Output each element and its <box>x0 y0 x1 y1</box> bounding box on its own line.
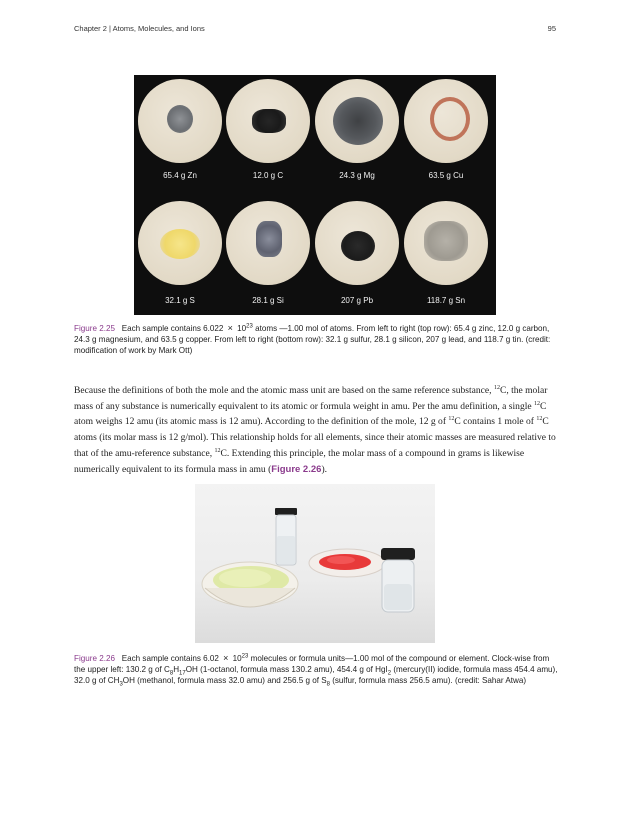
times-sign: × <box>223 653 229 663</box>
para-text: ). <box>321 463 328 475</box>
isotope-symbol: C <box>542 416 549 428</box>
label-sn: 118.7 g Sn <box>426 296 466 305</box>
caption-text: H <box>173 665 180 674</box>
sample-disc-si <box>226 201 310 285</box>
lead-shot <box>341 231 375 261</box>
samples-illustration <box>195 484 435 643</box>
isotope-symbol: C <box>499 385 507 396</box>
subscript: 3 <box>119 681 123 688</box>
caption-text: Each sample contains 6.02 <box>121 654 219 663</box>
page-number: 95 <box>547 24 556 33</box>
octanol-vial <box>275 508 297 565</box>
carbon-pieces <box>252 109 286 133</box>
caption-exponent: 23 <box>246 323 253 330</box>
silicon-pieces <box>256 221 282 257</box>
isotope-mass: 12 <box>493 384 500 391</box>
label-c: 12.0 g C <box>252 171 284 180</box>
mercury-iodide-dish <box>309 549 385 577</box>
caption-text: OH (methanol, formula mass 32.0 amu) and 256.5 g of S <box>122 676 327 685</box>
para-text: Because the definitions of both the mole and the atomic mass unit are based on the same reference substance, <box>74 385 492 396</box>
copper-wire-coil <box>430 97 470 141</box>
isotope-mass: 12 <box>534 400 541 407</box>
isotope-symbol: C <box>454 416 461 428</box>
figure-label: Figure 2.25 <box>74 324 115 333</box>
tin-granules <box>424 221 468 261</box>
sample-disc-sn <box>404 201 488 285</box>
sample-disc-pb <box>315 201 399 285</box>
figure-2-26-photo <box>195 484 435 643</box>
label-mg: 24.3 g Mg <box>339 171 375 180</box>
figure-2-25-photo <box>134 75 496 315</box>
sample-disc-zn <box>138 79 222 163</box>
subscript: 2 <box>387 670 392 677</box>
zinc-powder <box>167 105 193 133</box>
caption-exponent: 23 <box>241 653 249 660</box>
caption-text-cont: atoms —1.00 mol of atoms. From left to right (top row): 65.4 g zinc, 12.0 g carbon, 24.3 g magnesium, and 63.5 g copper. From left to right (bottom row): 32.1 g sulfur, 28.1 g silicon, 207 g lead, and 118.7 g tin. (credit: modification of work by Mark Ott) <box>74 324 551 355</box>
figure-label: Figure 2.26 <box>74 654 115 663</box>
caption-text: (mercury(II) iodide, formula mass 454.4 amu), 32.0 g of CH <box>74 665 558 685</box>
caption-text: OH (1-octanol, formula mass 130.2 amu), 454.4 g of HgI <box>185 665 388 674</box>
para-text: atom weighs 12 amu (its atomic mass is 12 amu). According to the definition of the mole, 12 g of <box>74 416 446 428</box>
magnesium-turnings <box>333 97 383 145</box>
sample-disc-s <box>138 201 222 285</box>
chapter-title: Chapter 2 | Atoms, Molecules, and Ions <box>74 24 205 33</box>
sample-disc-c <box>226 79 310 163</box>
sulfur-bowl <box>202 562 298 607</box>
times-sign: × <box>227 323 233 333</box>
figure-2-26-link[interactable]: Figure 2.26 <box>271 463 322 475</box>
isotope-mass: 12 <box>214 447 221 454</box>
page-header <box>74 24 556 36</box>
caption-text: molecules or formula units—1.00 mol of the compound or element. Clock-wise from the upper left: 130.2 g of C <box>74 654 550 674</box>
sulfur-powder <box>160 229 200 259</box>
isotope-symbol: C <box>540 400 547 412</box>
figure-2-26-caption <box>74 653 558 686</box>
body-paragraph <box>74 383 558 477</box>
para-text: contains 1 mole of <box>463 416 534 428</box>
subscript: 17 <box>179 670 186 677</box>
subscript: 8 <box>169 670 174 677</box>
isotope-mass: 12 <box>448 416 455 423</box>
label-cu: 63.5 g Cu <box>428 171 464 180</box>
sample-disc-mg <box>315 79 399 163</box>
sample-disc-cu <box>404 79 488 163</box>
isotope-mass: 12 <box>536 416 543 423</box>
figure-2-25-caption <box>74 323 554 356</box>
para-text: . Extending this principle, the molar mass of a compound in grams is likewise numerically equivalent to its formula mass in amu ( <box>74 447 525 475</box>
caption-text: (sulfur, formula mass 256.5 amu). (credit: Sahar Atwa) <box>332 676 527 685</box>
caption-base: 10 <box>232 654 242 663</box>
isotope-symbol: C <box>220 447 227 459</box>
para-text: , the molar mass of any substance is numerically equivalent to its atomic or formula weight in amu. Per the amu definition, a single <box>74 385 548 412</box>
caption-base: 10 <box>237 324 247 333</box>
methanol-bottle <box>381 548 415 612</box>
subscript: 8 <box>326 681 330 688</box>
label-pb: 207 g Pb <box>340 296 374 305</box>
caption-text: Each sample contains 6.022 <box>121 324 224 333</box>
para-text: atoms (its molar mass is 12 g/mol). This relationship holds for all elements, since their atomic masses are measured relative to that of the amu-reference substance, <box>74 432 556 459</box>
label-s: 32.1 g S <box>165 296 195 305</box>
label-si: 28.1 g Si <box>252 296 284 305</box>
label-zn: 65.4 g Zn <box>163 171 197 180</box>
